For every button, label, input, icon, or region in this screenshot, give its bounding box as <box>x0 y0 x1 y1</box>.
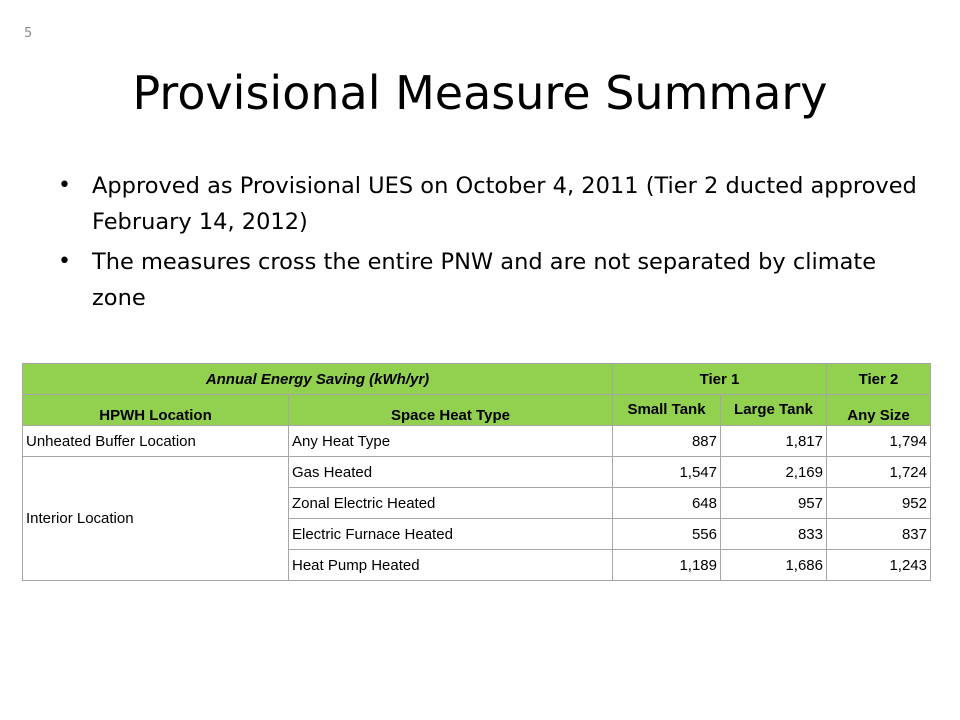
hpwh-location-header: HPWH Location <box>23 395 289 426</box>
any-size-cell: 837 <box>827 519 931 550</box>
bullet-item: • Approved as Provisional UES on October 4, 2011 (Tier 2 ducted approved February 14, 2012) <box>58 168 918 240</box>
energy-savings-table <box>22 363 931 581</box>
large-tank-cell: 957 <box>721 488 827 519</box>
tier1-header: Tier 1 <box>613 364 827 395</box>
any-size-cell: 1,243 <box>827 550 931 581</box>
heat-type-cell: Electric Furnace Heated <box>289 519 613 550</box>
small-tank-cell: 1,189 <box>613 550 721 581</box>
bullet-list <box>58 168 918 320</box>
any-size-cell: 1,724 <box>827 457 931 488</box>
any-size-cell: 1,794 <box>827 426 931 457</box>
slide-number: 5 <box>24 26 33 41</box>
large-tank-cell: 2,169 <box>721 457 827 488</box>
small-tank-cell: 556 <box>613 519 721 550</box>
heat-type-cell: Heat Pump Heated <box>289 550 613 581</box>
table-row <box>23 457 931 488</box>
table-header-row <box>23 364 931 395</box>
annual-energy-saving-header: Annual Energy Saving (kWh/yr) <box>23 364 613 395</box>
small-tank-header: Small Tank <box>613 395 721 426</box>
small-tank-cell: 887 <box>613 426 721 457</box>
large-tank-cell: 1,686 <box>721 550 827 581</box>
location-cell: Interior Location <box>23 457 289 581</box>
bullet-item: • The measures cross the entire PNW and are not separated by climate zone <box>58 244 918 316</box>
table-row <box>23 426 931 457</box>
large-tank-cell: 1,817 <box>721 426 827 457</box>
slide-title: Provisional Measure Summary <box>132 66 828 120</box>
heat-type-cell: Gas Heated <box>289 457 613 488</box>
location-cell: Unheated Buffer Location <box>23 426 289 457</box>
any-size-header: Any Size <box>827 395 931 426</box>
any-size-cell: 952 <box>827 488 931 519</box>
heat-type-cell: Any Heat Type <box>289 426 613 457</box>
heat-type-cell: Zonal Electric Heated <box>289 488 613 519</box>
small-tank-cell: 648 <box>613 488 721 519</box>
space-heat-type-header: Space Heat Type <box>289 395 613 426</box>
small-tank-cell: 1,547 <box>613 457 721 488</box>
tier2-header: Tier 2 <box>827 364 931 395</box>
large-tank-cell: 833 <box>721 519 827 550</box>
large-tank-header: Large Tank <box>721 395 827 426</box>
table-subheader-row <box>23 395 931 426</box>
